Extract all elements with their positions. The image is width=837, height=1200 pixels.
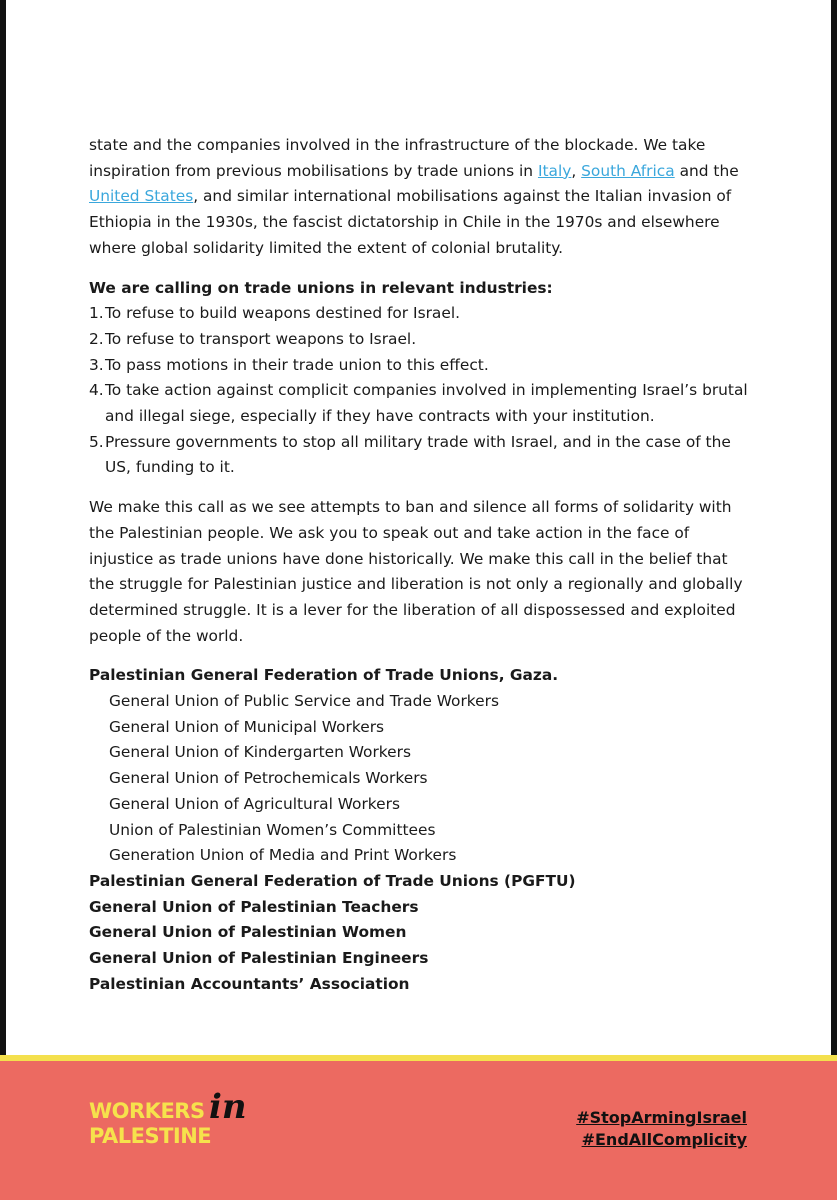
signatory-gaza-federation: Palestinian General Federation of Trade Unions, Gaza. — [89, 666, 559, 685]
demand-number: 4. — [89, 381, 104, 400]
solidarity-paragraph: We make this call as we see attempts to ban and silence all forms of solidarity with the Palestinian people. We ask you to speak out and take action in the face of injustice as trade unions have done historically. We make this call in the belief that the struggle for Palestinian justice and liberation is not only a regionally and globally determined struggle. It is a lever for the liberation of all dispossessed and exploited people of the world. — [89, 498, 743, 645]
member-union: General Union of Agricultural Workers — [109, 794, 400, 813]
member-union: General Union of Public Service and Trade Workers — [109, 692, 499, 711]
member-union: General Union of Petrochemicals Workers — [109, 769, 428, 788]
demand-number: 5. — [89, 432, 104, 451]
intro-sep-2: and the — [674, 161, 739, 180]
hashtag-end-all-complicity[interactable]: #EndAllComplicity — [581, 1130, 747, 1149]
link-italy[interactable]: Italy — [537, 161, 572, 180]
intro-text-after: , and similar international mobilisations against the Italian invasion of Ethiopia in the 1930s, the fascist dictatorship in Chile in the 1970s and elsewhere where global solidarity limited the extent of colonial brutality. — [89, 187, 732, 257]
call-heading: We are calling on trade unions in relevant industries: — [89, 278, 553, 297]
demands-list — [89, 301, 749, 481]
demand-item — [89, 301, 749, 327]
footer-hashtags — [576, 1107, 747, 1151]
demand-text: To refuse to transport weapons to Israel. — [105, 329, 417, 348]
demand-text: Pressure governments to stop all military trade with Israel, and in the case of the US, funding to it. — [105, 432, 731, 477]
member-union: General Union of Municipal Workers — [109, 717, 385, 736]
member-union: Union of Palestinian Women’s Committees — [109, 820, 436, 839]
signatory: Palestinian General Federation of Trade Unions (PGFTU) — [89, 871, 576, 890]
demand-text: To take action against complicit companies involved in implementing Israel’s brutal and illegal siege, especially if they have contracts with your institution. — [105, 381, 748, 426]
intro-text-before: state and the companies involved in the infrastructure of the blockade. We take inspiration from previous mobilisations by trade unions in — [89, 136, 706, 180]
logo-word-in: in — [209, 1087, 247, 1127]
footer-stripe — [0, 1055, 837, 1061]
demand-number: 3. — [89, 355, 104, 374]
demand-text: To refuse to build weapons destined for Israel. — [105, 304, 460, 323]
logo-word-workers: WORKERS — [89, 1099, 205, 1123]
demand-number: 2. — [89, 329, 104, 348]
demand-number: 1. — [89, 304, 104, 323]
demand-item — [89, 353, 749, 379]
workers-in-palestine-logo — [89, 1087, 259, 1149]
page-left-edge — [0, 0, 6, 1200]
link-united-states[interactable]: United States — [89, 187, 194, 206]
document-body — [89, 133, 749, 998]
signatory: Palestinian Accountants’ Association — [89, 974, 410, 993]
demand-item — [89, 378, 749, 429]
demand-item — [89, 327, 749, 353]
signatory: General Union of Palestinian Women — [89, 923, 407, 942]
demand-item — [89, 430, 749, 481]
demand-text: To pass motions in their trade union to this effect. — [105, 355, 489, 374]
signatory: General Union of Palestinian Teachers — [89, 897, 419, 916]
intro-paragraph — [89, 133, 749, 262]
page-right-edge — [831, 0, 837, 1200]
intro-sep-1: , — [571, 161, 582, 180]
link-south-africa[interactable]: South Africa — [581, 161, 675, 180]
signatory: General Union of Palestinian Engineers — [89, 949, 429, 968]
hashtag-stop-arming-israel[interactable]: #StopArmingIsrael — [576, 1108, 747, 1127]
logo-word-palestine: PALESTINE — [89, 1124, 212, 1148]
signatories-list — [89, 663, 749, 997]
member-union: Generation Union of Media and Print Workers — [109, 846, 457, 865]
gaza-member-unions — [89, 689, 749, 869]
member-union: General Union of Kindergarten Workers — [109, 743, 411, 762]
